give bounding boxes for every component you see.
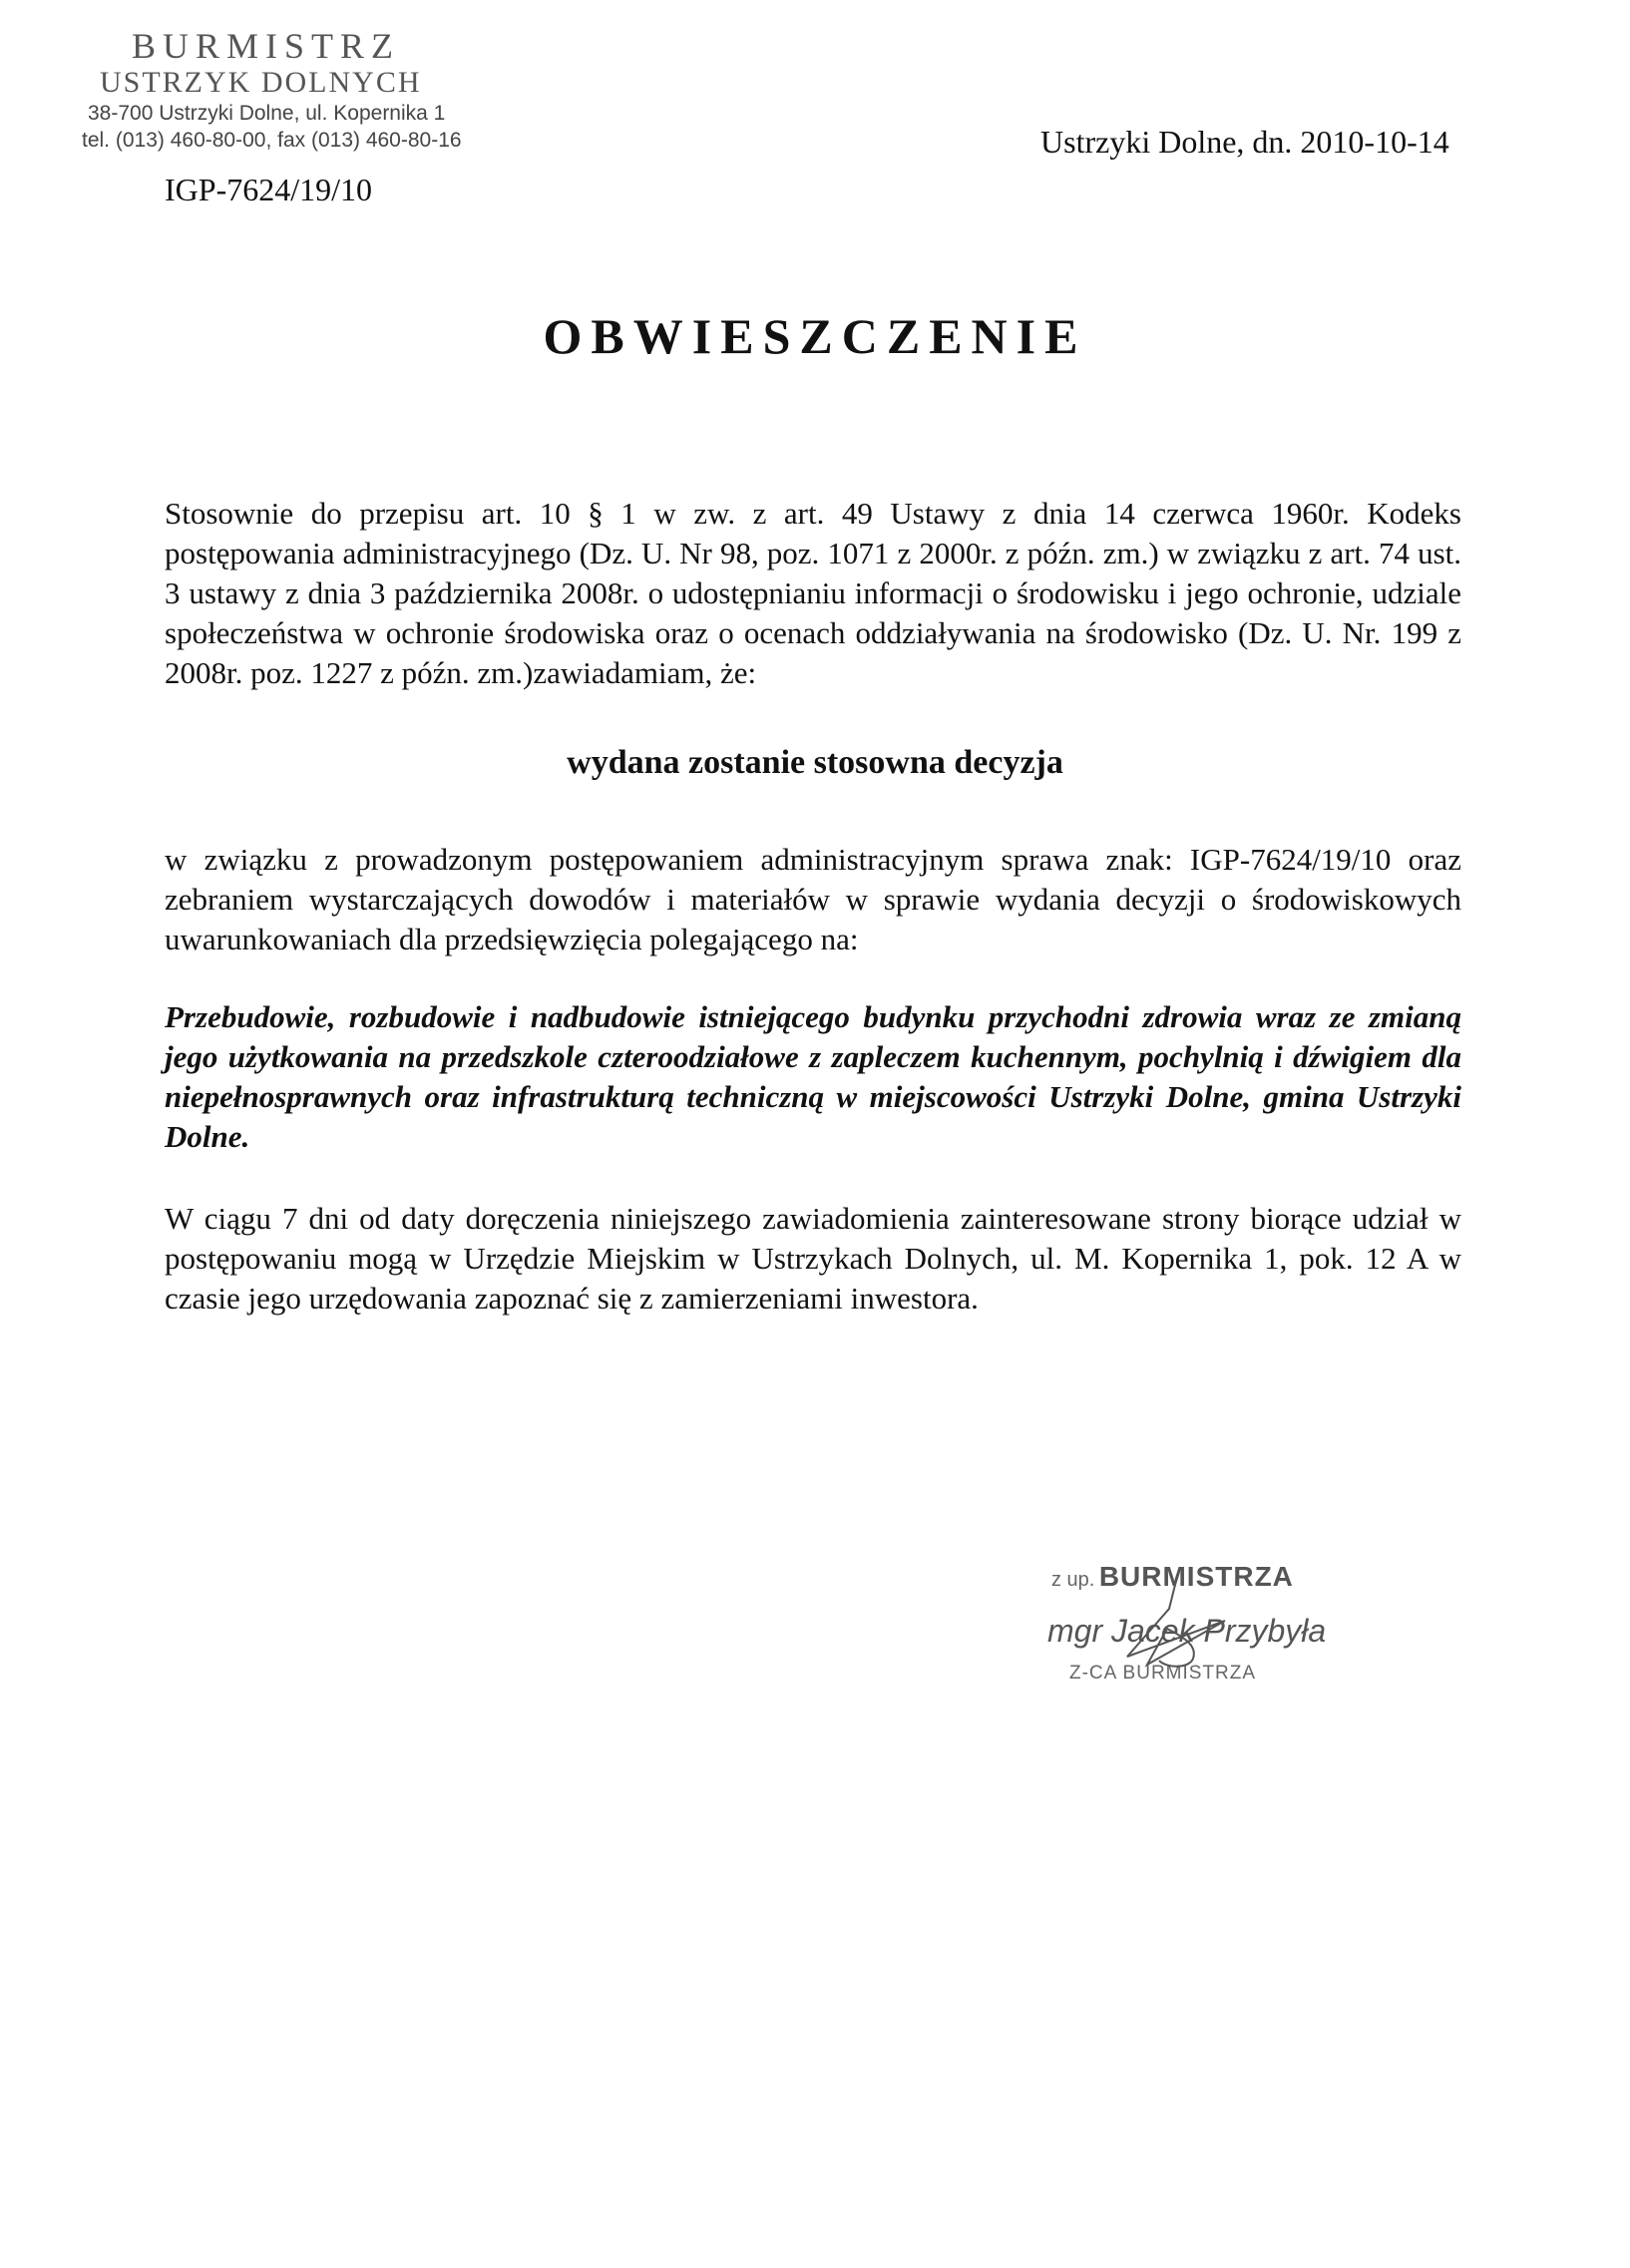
decision-announcement: wydana zostanie stosowna decyzja [567, 744, 1063, 781]
stamp-office-town: USTRZYK DOLNYCH [100, 66, 422, 99]
case-reference-paragraph: w związku z prowadzonym postępowaniem administracyjnym sprawa znak: IGP-7624/19/10 oraz zebraniem wystarczających dowodów i materiałów w sprawie wydania decyzji o środowiskowych uwarunkowaniach dla przedsięwzięcia polegającego na: [165, 842, 1461, 956]
legal-basis-paragraph: Stosownie do przepisu art. 10 § 1 w zw. z art. 49 Ustawy z dnia 14 czerwca 1960r. Kodeks postępowania administracyjnego (Dz. U. Nr 98, poz. 1071 z 2000r. z późn. zm.) w związku z art. 74 ust. 3 ustawy z dnia 3 października 2008r. o udostępnianiu informacji o środowisku i jego ochronie, udziale społeczeństwa w ochronie środowiska oraz o ocenach oddziaływania na środowisko (Dz. U. Nr. 199 z 2008r. poz. 1227 z późn. zm.)zawiadamiam, że: [165, 496, 1461, 690]
office-header-stamp [82, 26, 487, 154]
reference-number: IGP-7624/19/10 [165, 172, 372, 207]
signature-stamp [1047, 1561, 1466, 1720]
inspection-notice-paragraph: W ciągu 7 dni od daty doręczenia niniejszego zawiadomienia zainteresowane strony biorące udział w postępowaniu mogą w Urzędzie Miejskim w Ustrzykach Dolnych, ul. M. Kopernika 1, pok. 12 A w czasie jego urzędowania zapoznać się z zamierzeniami inwestora. [165, 1201, 1461, 1316]
document-title: OBWIESZCZENIE [543, 308, 1087, 364]
stamp-phone-fax: tel. (013) 460-80-00, fax (013) 460-80-16 [82, 129, 462, 152]
signatory-role: Z-CA BURMISTRZA [1069, 1663, 1257, 1684]
place-and-date: Ustrzyki Dolne, dn. 2010-10-14 [1040, 124, 1449, 160]
handwritten-signature-icon [1107, 1569, 1247, 1679]
project-description-paragraph: Przebudowie, rozbudowie i nadbudowie istniejącego budynku przychodni zdrowia wraz ze zmianą jego użytkowania na przedszkole czteroodziałowe z zapleczem kuchennym, pochylnią i dźwigiem dla niepełnosprawnych oraz infrastrukturą techniczną w miejscowości Ustrzyki Dolne, gmina Ustrzyki Dolne. [165, 999, 1461, 1154]
signature-prefix: z up. [1051, 1569, 1095, 1591]
stamp-address: 38-700 Ustrzyki Dolne, ul. Kopernika 1 [88, 102, 446, 125]
stamp-office-title: BURMISTRZ [132, 26, 401, 66]
signatory-name: mgr Jacek Przybyła [1047, 1613, 1327, 1649]
signature-authority-title: BURMISTRZA [1098, 1561, 1294, 1592]
